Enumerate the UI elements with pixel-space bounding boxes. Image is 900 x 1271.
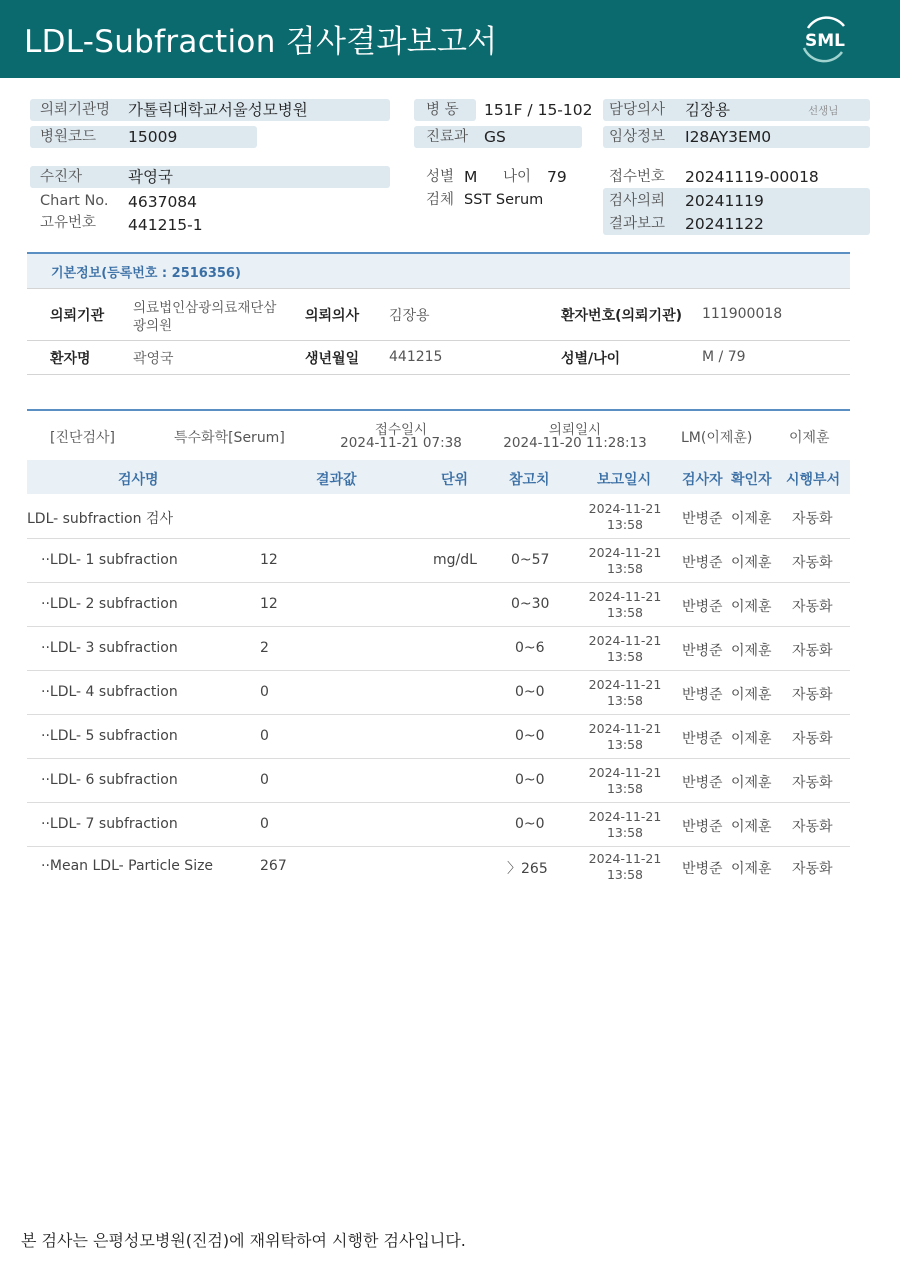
- row-confirmer: 이제훈: [731, 819, 772, 835]
- row-report-date: 2024-11-21: [588, 809, 662, 824]
- table-row: [27, 803, 850, 847]
- name-label: 환자명: [50, 351, 91, 367]
- basic-divider-3: [27, 374, 850, 375]
- table-row: [27, 539, 850, 583]
- row-confirmer: 이제훈: [731, 643, 772, 659]
- code-value: 15009: [128, 128, 178, 146]
- row-ref: 0~6: [515, 640, 545, 656]
- code-label: 병원코드: [40, 129, 97, 145]
- doctor-label: 담당의사: [609, 102, 666, 118]
- row-report-time: [585, 765, 665, 797]
- row-confirmer: 이제훈: [731, 555, 772, 571]
- patient-label: 수진자: [40, 169, 83, 185]
- sex-value: M: [464, 168, 478, 186]
- doctor-suffix: 선생님: [808, 105, 839, 117]
- row-ref: 0~0: [515, 816, 545, 832]
- row-dept: 자동화: [792, 731, 833, 747]
- row-confirmer: 이제훈: [731, 731, 772, 747]
- row-report-time: [585, 589, 665, 621]
- row-dept: 자동화: [792, 599, 833, 615]
- doctor-value: 김장용: [685, 101, 730, 119]
- req-doctor-label: 의뢰의사: [305, 308, 360, 324]
- row-report-date: 2024-11-21: [588, 589, 662, 604]
- row-dept: 자동화: [792, 819, 833, 835]
- row-test-name: ··LDL- 5 subfraction: [41, 728, 178, 744]
- row-report-date: 2024-11-21: [588, 765, 662, 780]
- category-label: 특수화학[Serum]: [174, 430, 285, 446]
- unique-value: 441215-1: [128, 216, 203, 234]
- basic-divider-1: [27, 288, 850, 289]
- birth-label: 생년월일: [305, 351, 360, 367]
- basic-info-title: 기본정보(등록번호 : 2516356): [51, 266, 241, 281]
- row-tester: 반병준: [682, 643, 723, 659]
- row-tester: 반병준: [682, 731, 723, 747]
- requested-value: 2024-11-20 11:28:13: [503, 435, 647, 451]
- hospital-value: 가톨릭대학교서울성모병원: [128, 101, 308, 119]
- row-dept: 자동화: [792, 861, 833, 877]
- row-dept: 자동화: [792, 555, 833, 571]
- row-report-date: 2024-11-21: [588, 677, 662, 692]
- row-test-name: LDL- subfraction 검사: [27, 511, 173, 527]
- row-report-clock: 13:58: [606, 825, 644, 840]
- row-unit: mg/dL: [433, 552, 477, 568]
- row-ref: 0~0: [515, 772, 545, 788]
- row-report-date: 2024-11-21: [588, 633, 662, 648]
- sml-logo: [796, 12, 854, 66]
- row-tester: 반병준: [682, 861, 723, 877]
- chart-value: 4637084: [128, 193, 198, 211]
- row-ref: 0~30: [511, 596, 550, 612]
- footer-note: 본 검사는 은평성모병원(진검)에 재위탁하여 시행한 검사입니다.: [21, 1231, 466, 1250]
- org-label: 의뢰기관: [50, 308, 105, 324]
- row-tester: 반병준: [682, 687, 723, 703]
- col-confirmer: 확인자: [731, 472, 772, 488]
- name-value: 곽영국: [133, 351, 174, 367]
- lm-label: LM(이제훈): [681, 430, 753, 446]
- report-header: [0, 0, 900, 78]
- table-row: [27, 671, 850, 715]
- request-value: 20241119: [685, 192, 764, 210]
- row-result: 0: [260, 772, 269, 788]
- unique-label: 고유번호: [40, 215, 97, 231]
- row-ref: 〉265: [507, 861, 548, 877]
- row-report-clock: 13:58: [606, 867, 644, 882]
- ward-value: 151F / 15-102: [484, 101, 593, 119]
- row-report-date: 2024-11-21: [588, 545, 662, 560]
- row-result: 0: [260, 816, 269, 832]
- table-row: [27, 715, 850, 759]
- table-row: [27, 759, 850, 803]
- row-result: 2: [260, 640, 269, 656]
- row-confirmer: 이제훈: [731, 861, 772, 877]
- row-result: 267: [260, 858, 287, 874]
- row-tester: 반병준: [682, 599, 723, 615]
- logo-text: SML: [805, 31, 845, 51]
- row-result: 0: [260, 728, 269, 744]
- result-table-header: [27, 460, 850, 494]
- hospital-label: 의뢰기관명: [40, 102, 111, 118]
- row-dept: 자동화: [792, 775, 833, 791]
- row-report-clock: 13:58: [606, 737, 644, 752]
- birth-value: 441215: [389, 349, 443, 365]
- row-dept: 자동화: [792, 687, 833, 703]
- lm-name: 이제훈: [789, 430, 830, 446]
- test-section-bar: [27, 409, 850, 411]
- report-title: LDL-Subfraction 검사결과보고서: [24, 24, 498, 60]
- col-ref: 참고치: [509, 472, 550, 488]
- patient-value: 곽영국: [128, 168, 173, 186]
- col-dept: 시행부서: [786, 472, 841, 488]
- row-report-date: 2024-11-21: [588, 501, 662, 516]
- col-unit: 단위: [441, 472, 469, 488]
- row-result: 12: [260, 596, 278, 612]
- diag-label: [진단검사]: [50, 430, 116, 446]
- row-confirmer: 이제훈: [731, 599, 772, 615]
- table-row: [27, 847, 850, 891]
- org-value-line2: 광의원: [133, 318, 173, 334]
- row-test-name: ··LDL- 4 subfraction: [41, 684, 178, 700]
- sexage-value: M / 79: [702, 349, 746, 365]
- row-report-clock: 13:58: [606, 649, 644, 664]
- received-value: 2024-11-21 07:38: [340, 435, 462, 451]
- sexage-label: 성별/나이: [561, 351, 621, 367]
- row-report-clock: 13:58: [606, 561, 644, 576]
- row-report-time: [585, 501, 665, 533]
- age-label: 나이: [503, 169, 532, 185]
- row-confirmer: 이제훈: [731, 511, 772, 527]
- row-ref: 0~0: [515, 728, 545, 744]
- age-value: 79: [547, 168, 567, 186]
- row-tester: 반병준: [682, 511, 723, 527]
- requested-label: 의뢰일시: [548, 422, 602, 438]
- patient-label-bg: [30, 166, 390, 188]
- row-test-name: ··Mean LDL- Particle Size: [41, 858, 214, 874]
- patient-no-value: 111900018: [702, 306, 783, 322]
- receipt-label: 접수번호: [609, 169, 666, 185]
- row-result: 12: [260, 552, 278, 568]
- row-test-name: ··LDL- 2 subfraction: [41, 596, 178, 612]
- specimen-value: SST Serum: [464, 192, 544, 208]
- table-row: [27, 627, 850, 671]
- row-report-clock: 13:58: [606, 693, 644, 708]
- row-dept: 자동화: [792, 511, 833, 527]
- receipt-value: 20241119-00018: [685, 168, 819, 186]
- row-report-clock: 13:58: [606, 781, 644, 796]
- row-tester: 반병준: [682, 819, 723, 835]
- row-confirmer: 이제훈: [731, 775, 772, 791]
- row-report-clock: 13:58: [606, 605, 644, 620]
- report-value: 20241122: [685, 215, 764, 233]
- row-report-clock: 13:58: [606, 517, 644, 532]
- req-doctor-value: 김장용: [389, 308, 430, 324]
- basic-info-header: [27, 254, 850, 288]
- row-report-time: [585, 545, 665, 577]
- org-value-line1: 의료법인삼광의료재단삼: [133, 300, 277, 316]
- row-test-name: ··LDL- 6 subfraction: [41, 772, 178, 788]
- row-ref: 0~0: [515, 684, 545, 700]
- row-report-time: [585, 851, 665, 883]
- row-report-date: 2024-11-21: [588, 721, 662, 736]
- sex-label: 성별: [426, 169, 455, 185]
- received-label: 접수일시: [374, 422, 428, 438]
- row-report-date: 2024-11-21: [588, 851, 662, 866]
- clinical-label: 임상정보: [609, 129, 666, 145]
- row-test-name: ··LDL- 3 subfraction: [41, 640, 178, 656]
- basic-divider-2: [27, 340, 850, 341]
- row-test-name: ··LDL- 1 subfraction: [41, 552, 178, 568]
- dept-label: 진료과: [426, 129, 469, 145]
- col-test-name: 검사명: [118, 472, 159, 488]
- col-tester: 검사자: [682, 472, 723, 488]
- row-result: 0: [260, 684, 269, 700]
- ward-label: 병 동: [426, 102, 459, 118]
- row-tester: 반병준: [682, 555, 723, 571]
- request-label: 검사의뢰: [609, 193, 666, 209]
- row-ref: 0~57: [511, 552, 550, 568]
- col-report-time: 보고일시: [597, 472, 652, 488]
- row-test-name: ··LDL- 7 subfraction: [41, 816, 178, 832]
- row-report-time: [585, 721, 665, 753]
- row-tester: 반병준: [682, 775, 723, 791]
- row-report-time: [585, 677, 665, 709]
- row-report-time: [585, 633, 665, 665]
- patient-no-label: 환자번호(의뢰기관): [561, 308, 682, 324]
- clinical-value: I28AY3EM0: [685, 128, 772, 146]
- row-confirmer: 이제훈: [731, 687, 772, 703]
- row-dept: 자동화: [792, 643, 833, 659]
- table-row: [27, 583, 850, 627]
- table-row: [27, 495, 850, 539]
- col-result: 결과값: [316, 472, 357, 488]
- row-report-time: [585, 809, 665, 841]
- chart-label: Chart No.: [40, 193, 109, 209]
- dept-value: GS: [484, 128, 506, 146]
- report-label: 결과보고: [609, 216, 666, 232]
- specimen-label: 검체: [426, 192, 455, 208]
